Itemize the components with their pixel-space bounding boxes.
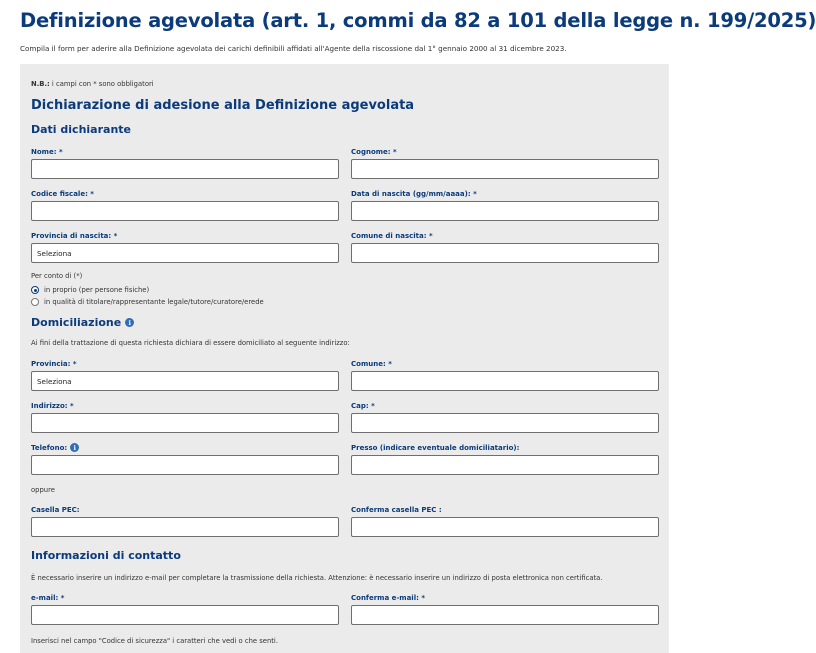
domiciliazione-intro: Ai fini della trattazione di questa richiesta dichiara di essere domiciliato al seguente indirizzo: [31, 339, 350, 347]
comune-label: Comune: * [351, 360, 392, 368]
provincia-label: Provincia: * [31, 360, 77, 368]
email-confirm-label: Conferma e-mail: * [351, 594, 425, 602]
data-nascita-field[interactable] [351, 201, 659, 221]
comune-field[interactable] [351, 371, 659, 391]
data-nascita-label: Data di nascita (gg/mm/aaaa): * [351, 190, 477, 198]
telefono-info-icon[interactable]: i [70, 443, 79, 452]
comune-nascita-field[interactable] [351, 243, 659, 263]
nome-field[interactable] [31, 159, 339, 179]
pec-label: Casella PEC: [31, 506, 80, 514]
per-conto-di-label: Per conto di (*) [31, 272, 83, 280]
captcha-note: Inserisci nel campo "Codice di sicurezza" i caratteri che vedi o che senti. [31, 637, 278, 645]
provincia-nascita-label: Provincia di nascita: * [31, 232, 118, 240]
indirizzo-label: Indirizzo: * [31, 402, 74, 410]
radio-in-proprio[interactable] [31, 286, 149, 294]
pec-confirm-field[interactable] [351, 517, 659, 537]
required-note [31, 80, 154, 88]
form-panel [20, 64, 669, 653]
nome-label: Nome: * [31, 148, 63, 156]
page-title: Definizione agevolata (art. 1, commi da 82 a 101 della legge n. 199/2025) [20, 9, 816, 32]
email-field[interactable] [31, 605, 339, 625]
radio-in-qualita-label: in qualità di titolare/rappresentante legale/tutore/curatore/erede [44, 298, 264, 306]
codice-fiscale-label: Codice fiscale: * [31, 190, 94, 198]
section-informazioni-contatto [31, 549, 181, 562]
presso-label: Presso (indicare eventuale domiciliatario): [351, 444, 520, 452]
comune-nascita-label: Comune di nascita: * [351, 232, 433, 240]
form-title: Dichiarazione di adesione alla Definizione agevolata [31, 98, 415, 113]
email-confirm-field[interactable] [351, 605, 659, 625]
cap-field[interactable] [351, 413, 659, 433]
page-subtitle: Compila il form per aderire alla Definizione agevolata dei carichi definibili affidati all'Agente della riscossione dal 1° gennaio 2000 al 31 dicembre 2023. [20, 44, 567, 53]
pec-field[interactable] [31, 517, 339, 537]
indirizzo-field[interactable] [31, 413, 339, 433]
radio-in-proprio-label: in proprio (per persone fisiche) [44, 286, 150, 294]
provincia-select[interactable]: Seleziona [31, 371, 339, 391]
required-note-text: i campi con * sono obbligatori [49, 80, 154, 88]
telefono-field[interactable] [31, 455, 339, 475]
presso-field[interactable] [351, 455, 659, 475]
radio-in-qualita-control[interactable] [31, 298, 39, 306]
oppure-text: oppure [31, 486, 55, 494]
telefono-label-row [31, 443, 79, 452]
radio-in-proprio-control[interactable] [31, 286, 39, 294]
section-domiciliazione-heading: Domiciliazione [31, 316, 122, 329]
email-label: e-mail: * [31, 594, 65, 602]
section-dati-dichiarante [31, 123, 131, 136]
section-informazioni-contatto-heading: Informazioni di contatto [31, 549, 181, 562]
contatto-intro: È necessario inserire un indirizzo e-mail per completare la trasmissione della richiesta. Attenzione: è necessario inserire un indirizzo di posta elettronica non certificata. [31, 574, 603, 582]
section-domiciliazione [31, 316, 134, 329]
radio-in-qualita[interactable] [31, 298, 264, 306]
telefono-label: Telefono: [31, 443, 68, 452]
codice-fiscale-field[interactable] [31, 201, 339, 221]
cap-label: Cap: * [351, 402, 375, 410]
cognome-label: Cognome: * [351, 148, 397, 156]
section-dati-dichiarante-heading: Dati dichiarante [31, 123, 131, 136]
cognome-field[interactable] [351, 159, 659, 179]
pec-confirm-label: Conferma casella PEC : [351, 506, 442, 514]
required-note-label: N.B.: [31, 80, 50, 88]
info-icon[interactable]: i [125, 318, 134, 327]
provincia-nascita-select[interactable]: Seleziona [31, 243, 339, 263]
